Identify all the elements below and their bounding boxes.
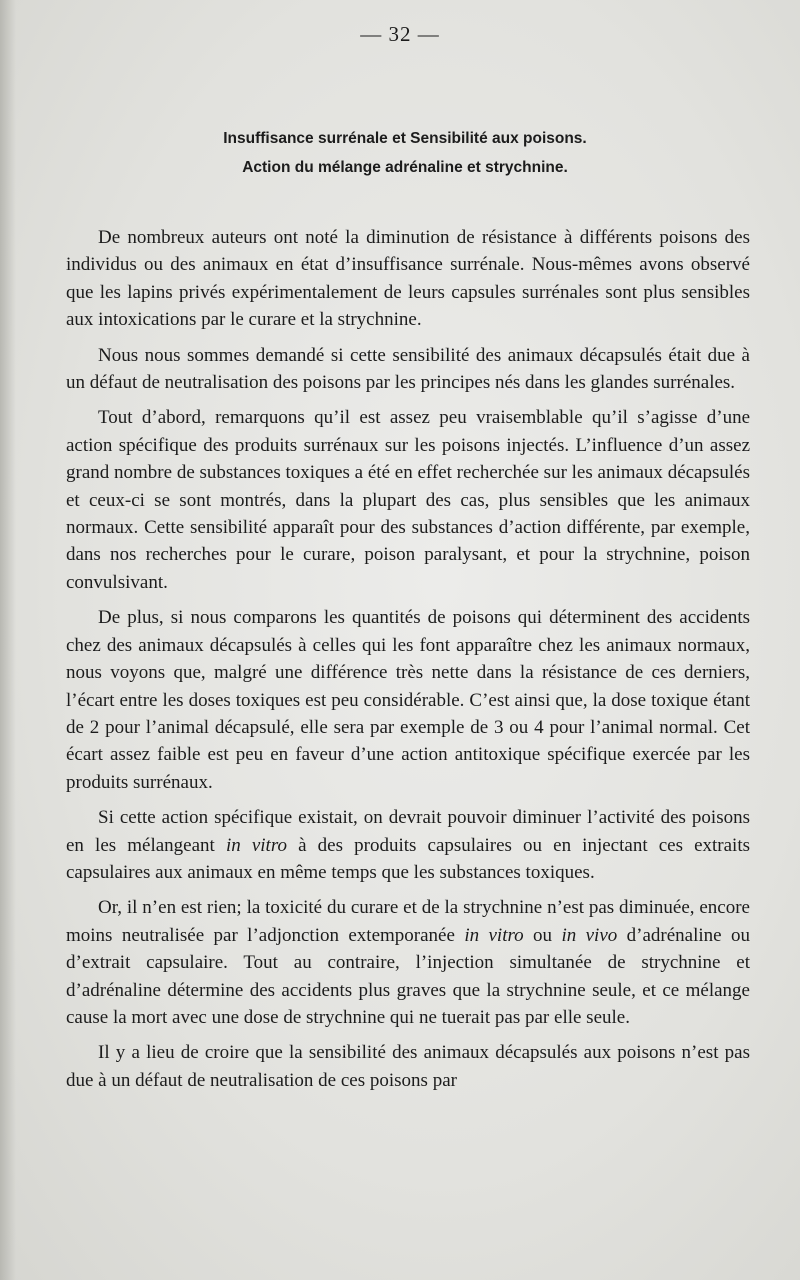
paragraph-4: De plus, si nous comparons les quantités de poisons qui déterminent des accidents chez des animaux décapsulés à celles qui les font apparaître chez les animaux normaux, nous voyons que, malgré une différence très nette dans la résistance de ces derniers, l’écart entre les doses toxiques est peu considérable. C’est ainsi que, la dose toxique étant de 2 pour l’animal décapsulé, elle sera par exemple de 3 ou 4 pour l’animal normal. Cet écart assez faible est peu en faveur d’une action antitoxique spécifique exercée par les produits surrénaux. bbox=[66, 607, 750, 793]
paragraph-7: Il y a lieu de croire que la sensibilité des animaux décapsulés aux poisons n’est pas due à un défaut de neutralisation de ces poisons par bbox=[66, 1042, 750, 1091]
paragraph-5 bbox=[66, 804, 750, 886]
section-heading bbox=[60, 124, 750, 182]
page-number: — 32 — bbox=[360, 22, 440, 46]
paragraph-5-part-2: à des produits capsulaires ou en injectant ces extraits capsulaires aux animaux en même temps que les substances toxiques. bbox=[66, 834, 751, 883]
paragraph-1: De nombreux auteurs ont noté la diminution de résistance à différents poisons des individus ou des animaux en état d’insuffisance surrénale. Nous-mêmes avons observé que les lapins privés expérimentalement de leurs capsules surrénales sont plus sensibles aux intoxications par le curare et la strychnine. bbox=[66, 227, 750, 331]
italic-in-vivo: in vivo bbox=[561, 924, 618, 946]
page-edge-shadow bbox=[0, 0, 16, 1280]
paragraph-6-part-3: d’adrénaline ou d’extrait capsulaire. Tout au contraire, l’injection simultanée de strychnine et d’adrénaline détermine des accidents plus graves que la strychnine seule, et ce mélange cause la mort avec une dose de strychnine qui ne tuerait pas par elle seule. bbox=[66, 924, 750, 1028]
paragraph-5-part-1: Si cette action spécifique existait, on devrait pouvoir diminuer l’activité des poisons en les mélangeant bbox=[66, 807, 750, 856]
paragraph-6-part-2: ou bbox=[523, 924, 562, 946]
body-text bbox=[66, 224, 750, 1102]
italic-in-vitro-2: in vitro bbox=[464, 924, 524, 946]
paragraph-3: Tout d’abord, remarquons qu’il est assez peu vraisemblable qu’il s’agisse d’une action spécifique des produits surrénaux sur les poisons injectés. L’influence d’un assez grand nombre de substances toxiques a été en effet recherchée sur les animaux décapsulés et ceux-ci se sont montrés, dans la plupart des cas, plus sensibles que les animaux normaux. Cette sensibilité apparaît pour des substances d’action différente, par exemple, dans nos recherches pour le curare, poison paralysant, et pour la strychnine, poison convulsivant. bbox=[66, 407, 750, 593]
paragraph-2: Nous nous sommes demandé si cette sensibilité des animaux décapsulés était due à un défaut de neutralisation des poisons par les principes nés dans les glandes surrénales. bbox=[66, 344, 750, 394]
heading-line-1: Insuffisance surrénale et Sensibilité aux poisons. bbox=[223, 130, 587, 147]
heading-line-2: Action du mélange adrénaline et strychnine. bbox=[242, 159, 568, 176]
paragraph-6 bbox=[66, 894, 750, 1031]
italic-in-vitro: in vitro bbox=[225, 834, 288, 856]
paragraph-6-part-1: Or, il n’en est rien; la toxicité du curare et de la strychnine n’est pas diminuée, encore moins neutralisée par l’adjonction extemporanée bbox=[66, 897, 750, 946]
